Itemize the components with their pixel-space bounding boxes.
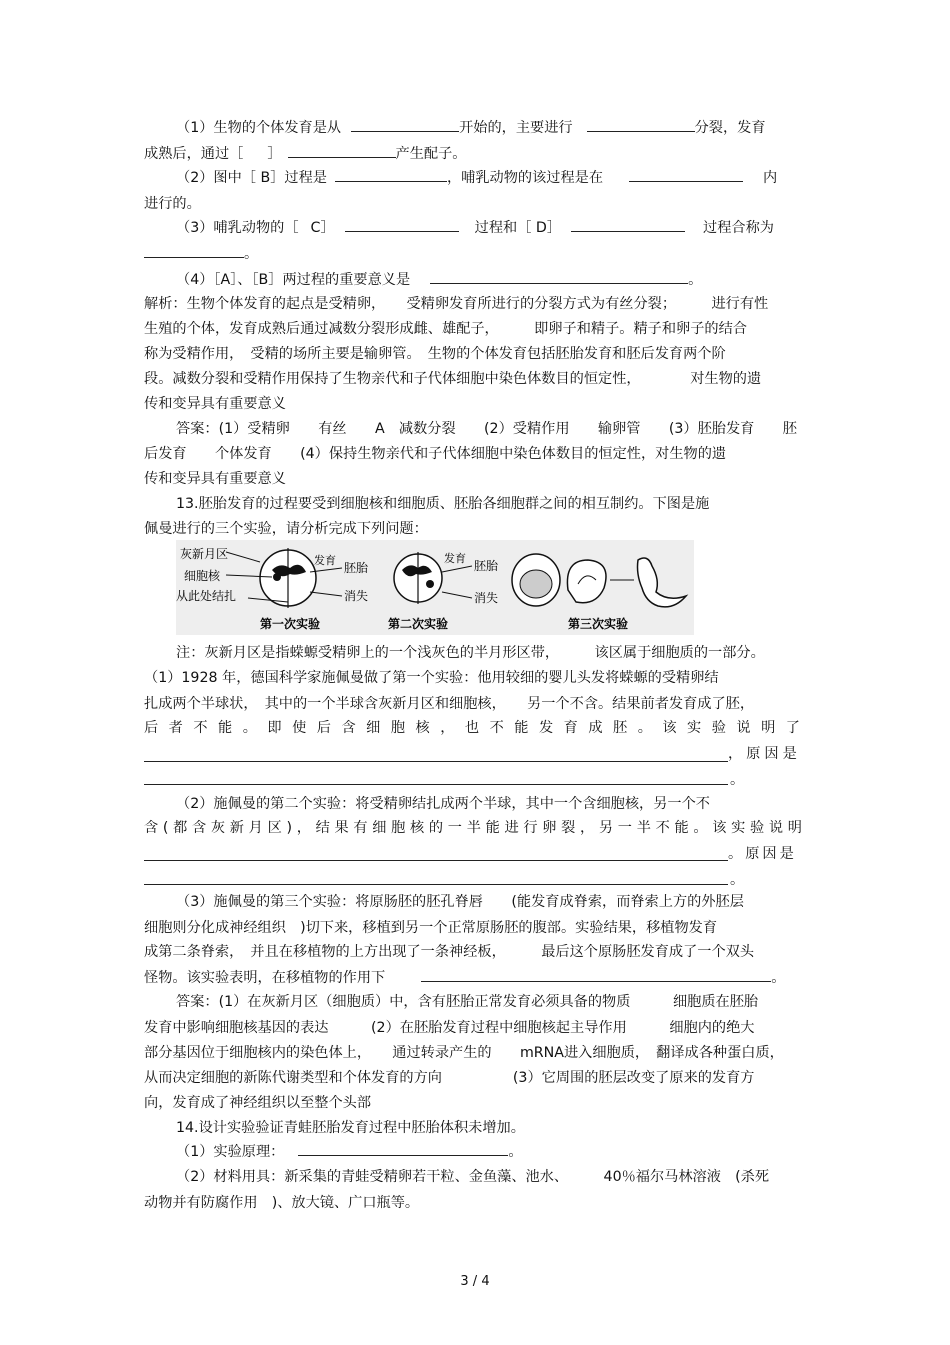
q12-p3-line1 [176, 218, 774, 238]
q13-intro: 佩曼进行的三个实验，请分析完成下列问题： [144, 521, 428, 537]
text: （3）哺乳动物的［ [176, 220, 299, 236]
q13-p1-line: ，原因是 [728, 746, 801, 762]
caption-exp1: 第一次实验 [260, 617, 321, 631]
text: 开始的，主要进行 [459, 120, 573, 136]
q13-p1-line: 后者不能。即使后含细胞核，也不能发育成胚。该实验说明了 [144, 720, 806, 736]
answer-line: 传和变异具有重要意义 [144, 471, 286, 487]
q12-p1-line1 [176, 118, 766, 138]
text: 内 [763, 170, 778, 186]
q12-p2-line1 [176, 168, 777, 188]
label-nucleus: 细胞核 [184, 569, 221, 583]
blank[interactable] [421, 968, 771, 982]
answer-line-blank[interactable] [144, 784, 728, 785]
q13-p2-line: 含(都含灰新月区)，结果有细胞核的一半能进行卵裂，另一半不能。该实验说明 [144, 820, 806, 836]
q13-p3-line: 细胞则分化成神经组织 )切下来，移植到另一个正常原肠胚的腹部。实验结果，移植物发育 [144, 920, 718, 936]
text: 。 [508, 1144, 523, 1160]
nucleus [426, 580, 434, 588]
answer-line: 答案：(1）受精卵 有丝 A 减数分裂 (2）受精作用 输卵管 (3）胚胎发育 胚 [176, 421, 797, 437]
blank[interactable] [351, 118, 459, 132]
q12-p2-line2: 进行的。 [144, 196, 201, 212]
page-number: 3 / 4 [460, 1274, 490, 1289]
label-embryo: 胚胎 [344, 561, 369, 575]
text: （4）［A］、［B］两过程的重要意义是 [176, 272, 411, 288]
blank[interactable] [335, 168, 447, 182]
text: （1）生物的个体发育是从 [176, 120, 342, 136]
text: 成熟后，通过［ [144, 146, 244, 162]
q13-p2-line: 。原因是 [728, 846, 797, 862]
blank[interactable] [629, 168, 743, 182]
text: （2）图中［ B］过程是 [176, 170, 327, 186]
caption-exp2: 第二次实验 [388, 617, 449, 631]
blank[interactable] [587, 118, 695, 132]
text: 产生配子。 [395, 146, 467, 162]
q12-p1-line2 [144, 144, 466, 164]
q14-p2-line: 动物并有防腐作用 )、放大镜、广口瓶等。 [144, 1195, 420, 1211]
answer-line-blank[interactable] [144, 860, 728, 861]
text: 。 [244, 246, 259, 262]
q13-p1-line: 扎成两个半球状， 其中的一个半球含灰新月区和细胞核， 另一个不含。结果前者发育成了胚， [144, 696, 755, 712]
analysis-line: 称为受精作用， 受精的场所主要是输卵管。 生物的个体发育包括胚胎发育和胚后发育两个阶 [144, 346, 726, 362]
text: 怪物。该实验表明，在移植物的作用下 [144, 970, 386, 986]
blank[interactable] [345, 218, 459, 232]
q13-p2-line: （2）施佩曼的第二个实验：将受精卵结扎成两个半球，其中一个含细胞核，另一个不 [176, 796, 710, 812]
answer-line-blank[interactable] [144, 761, 728, 762]
label-gray-crescent: 灰新月区 [180, 547, 229, 561]
label-develop: 发育 [314, 554, 336, 567]
text: 。 [771, 970, 786, 986]
text: 过程和［ D］ [474, 220, 562, 236]
analysis-line: 解析：生物个体发育的起点是受精卵， 受精卵发育所进行的分裂方式为有丝分裂； 进行有性 [144, 296, 769, 312]
label-disappear: 消失 [474, 591, 499, 605]
q13-intro: 13.胚胎发育的过程要受到细胞核和细胞质、胚胎各细胞群之间的相互制约。下图是施 [176, 496, 710, 512]
answer-line: 后发育 个体发育 (4）保持生物亲代和子代体细胞中染色体数目的恒定性，对生物的遗 [144, 446, 727, 462]
blank[interactable] [571, 218, 685, 232]
q13-p3-line [144, 968, 785, 988]
label-disappear: 消失 [344, 589, 369, 603]
analysis-line: 传和变异具有重要意义 [144, 396, 286, 412]
q14-p2-line: （2）材料用具：新采集的青蛙受精卵若干粒、金鱼藻、池水、 40％福尔马林溶液 (杀死 [176, 1169, 770, 1185]
blank[interactable] [430, 270, 688, 284]
q13-p3-line: 成第二条脊索， 并且在移植物的上方出现了一条神经板， 最后这个原肠胚发育成了一个双头 [144, 944, 755, 960]
analysis-line: 段。减数分裂和受精作用保持了生物亲代和子代体细胞中染色体数目的恒定性， 对生物的遗 [144, 371, 762, 387]
text: （1）实验原理： [176, 1144, 285, 1160]
answer-line-blank[interactable] [144, 884, 728, 885]
q13-p2-line: 。 [730, 872, 745, 888]
experiment-figure [176, 540, 694, 635]
label-develop: 发育 [444, 552, 466, 565]
figure-note: 注：灰新月区是指蝾螈受精卵上的一个浅灰色的半月形区带， 该区属于细胞质的一部分。 [176, 645, 765, 661]
text: 过程合称为 [703, 220, 774, 236]
label-ligature: 从此处结扎 [176, 589, 237, 603]
q14-p1 [176, 1142, 523, 1162]
blank[interactable] [288, 144, 396, 158]
gastrula-inner [520, 570, 552, 598]
q12-p4 [176, 270, 702, 290]
q14-title: 14.设计实验验证青蛙胚胎发育过程中胚胎体积未增加。 [176, 1120, 525, 1136]
q13-p1-line: 。 [730, 772, 745, 788]
blank[interactable] [298, 1142, 508, 1156]
blank[interactable] [144, 244, 244, 258]
answer-line: 从而决定细胞的新陈代谢类型和个体发育的方向 (3）它周围的胚层改变了原来的发育方 [144, 1070, 755, 1086]
q13-p1-line: （1）1928 年，德国科学家施佩曼做了第一个实验：他用较细的婴儿头发将蝾螈的受精卵结 [144, 670, 719, 686]
label-embryo: 胚胎 [474, 559, 499, 573]
answer-line: 向，发育成了神经组织以至整个头部 [144, 1095, 372, 1111]
text: ，哺乳动物的该过程是在 [446, 170, 604, 186]
answer-line: 部分基因位于细胞核内的染色体上， 通过转录产生的 mRNA进入细胞质， 翻译成各种蛋白质， [144, 1045, 784, 1061]
text: 分裂，发育 [694, 120, 766, 136]
analysis-line: 生殖的个体，发育成熟后通过减数分裂形成雌、雄配子， 即卵子和精子。精子和卵子的结合 [144, 321, 747, 337]
text: 。 [688, 272, 703, 288]
text: C］ [310, 220, 335, 236]
caption-exp3: 第三次实验 [568, 617, 629, 631]
text: ］ [267, 146, 282, 162]
q13-p3-line: （3）施佩曼的第三个实验：将原肠胚的胚孔脊唇 (能发育成脊索，而脊索上方的外胚层 [176, 894, 744, 910]
answer-line: 发育中影响细胞核基因的表达 (2）在胚胎发育过程中细胞核起主导作用 细胞内的绝大 [144, 1020, 755, 1036]
nucleus [273, 573, 281, 581]
q12-p3-line2 [144, 244, 258, 264]
answer-line: 答案：(1）在灰新月区（细胞质）中，含有胚胎正常发育必须具备的物质 细胞质在胚胎 [176, 994, 759, 1010]
